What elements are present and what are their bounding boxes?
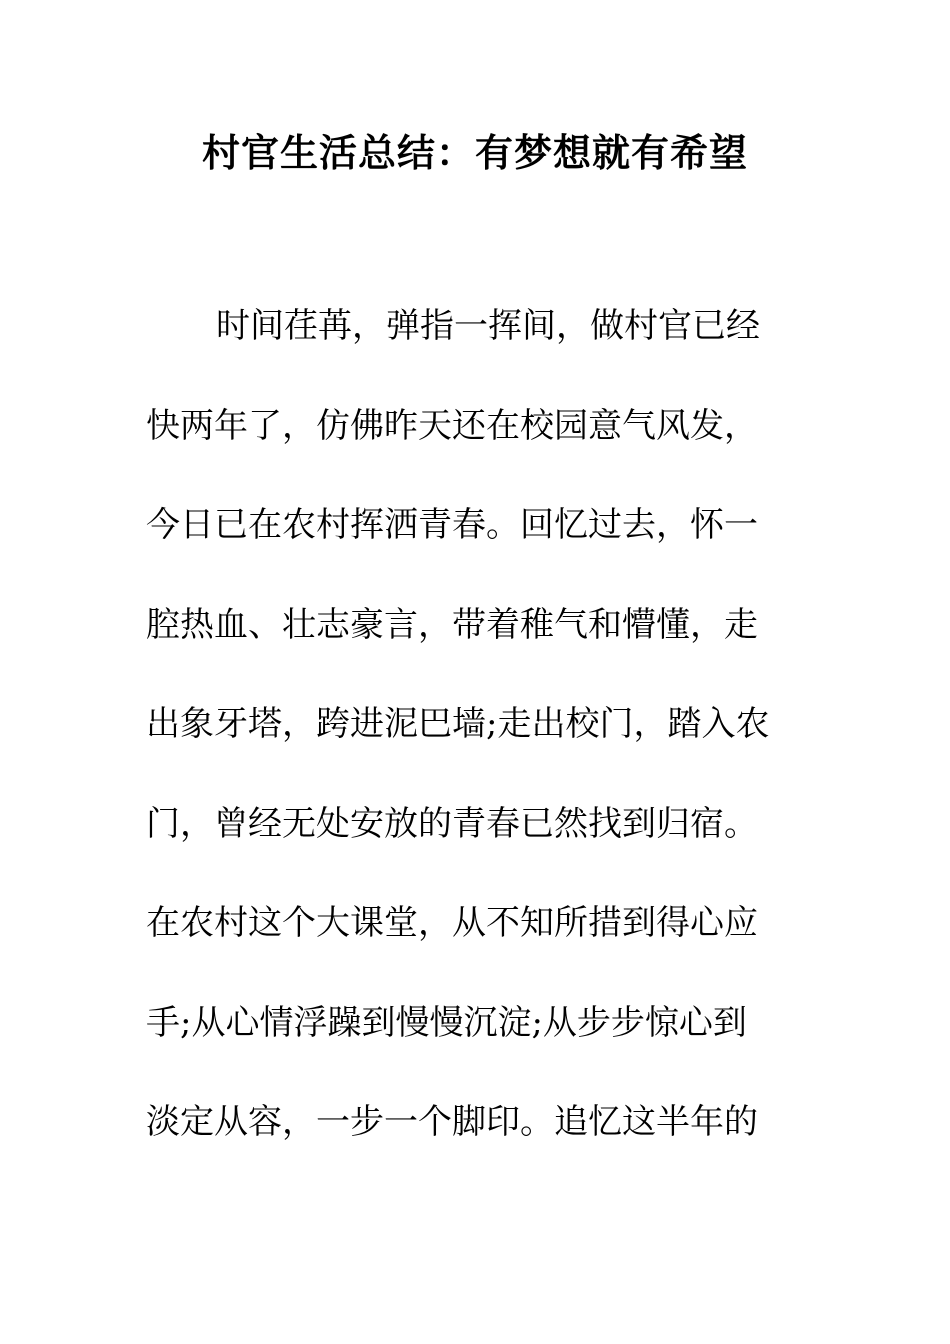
paragraph-line: 今日已在农村挥洒青春。回忆过去，怀一 xyxy=(146,505,758,545)
paragraph-line: 快两年了，仿佛昨天还在校园意气风发， xyxy=(146,406,758,446)
paragraph-line: 出象牙塔，跨进泥巴墙;走出校门，踏入农 xyxy=(146,704,770,744)
paragraph-line: 手;从心情浮躁到慢慢沉淀;从步步惊心到 xyxy=(146,1003,747,1043)
page-title: 村官生活总结：有梦想就有希望 xyxy=(201,130,748,175)
paragraph-line: 在农村这个大课堂，从不知所措到得心应 xyxy=(146,903,758,943)
paragraph-line: 时间荏苒，弹指一挥间，做村官已经 xyxy=(216,306,760,346)
paragraph-line: 淡定从容，一步一个脚印。追忆这半年的 xyxy=(146,1102,758,1142)
paragraph-line: 门，曾经无处安放的青春已然找到归宿。 xyxy=(146,804,758,844)
paragraph-line: 腔热血、壮志豪言，带着稚气和懵懂，走 xyxy=(146,605,758,645)
